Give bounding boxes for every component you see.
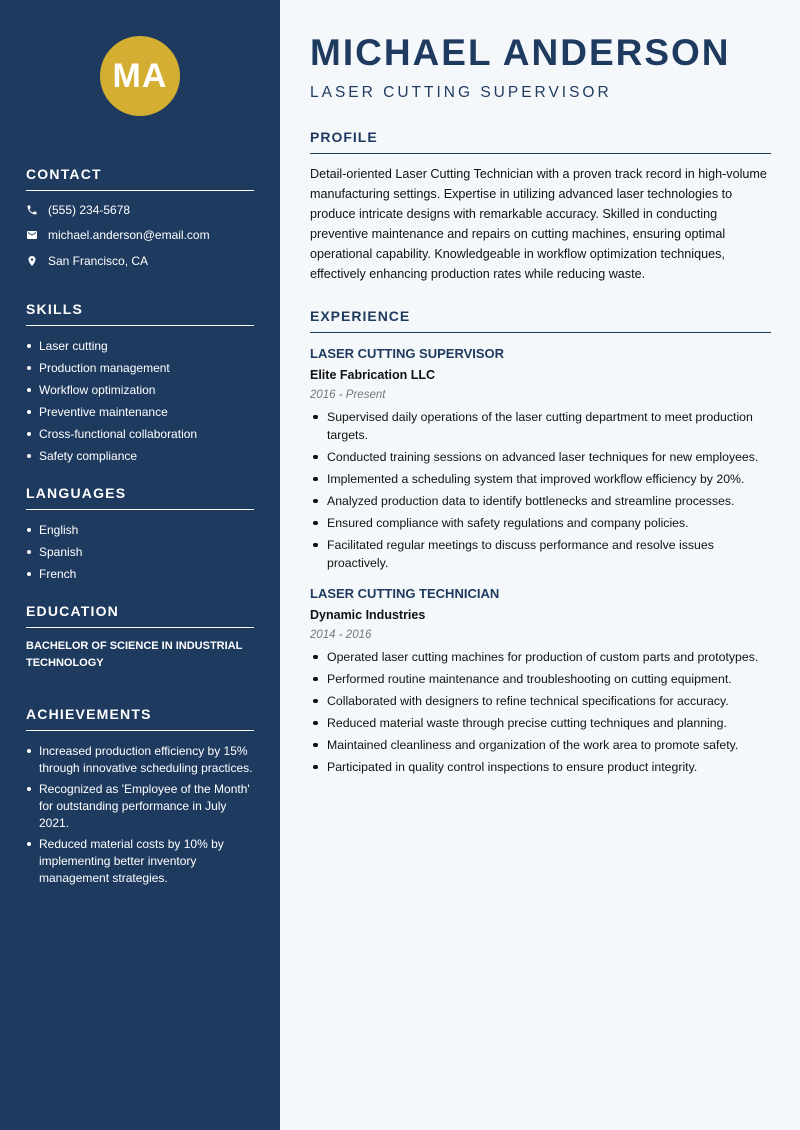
job-company: Elite Fabrication LLC bbox=[310, 367, 436, 382]
location-pin-icon bbox=[26, 255, 48, 267]
profile-text: Detail-oriented Laser Cutting Technician with a proven track record in high-volume manufacturing settings. Expertise in utilizing advanced laser technologies to produce intricate designs with remarkable accuracy. Skilled in conducting preventive maintenance and repairs on cutting machines, ensuring optimal operational capability. Knowledgeable in workflow optimization techniques, effectively enhancing production rates while reducing waste. bbox=[310, 167, 767, 282]
achievements-list bbox=[26, 743, 254, 887]
mail-icon bbox=[26, 229, 48, 241]
candidate-name: MICHAEL ANDERSON bbox=[310, 32, 731, 73]
contact-location bbox=[26, 248, 254, 274]
job-entry bbox=[310, 586, 771, 776]
phone-icon bbox=[26, 204, 48, 216]
skill-item: Workflow optimization bbox=[26, 382, 254, 399]
languages-list bbox=[26, 522, 254, 583]
candidate-title: LASER CUTTING SUPERVISOR bbox=[310, 84, 612, 101]
skills-heading: SKILLS bbox=[26, 301, 254, 326]
language-item: Spanish bbox=[26, 544, 254, 561]
contact-heading: CONTACT bbox=[26, 166, 254, 191]
achievement-item: Recognized as 'Employee of the Month' for outstanding performance in July 2021. bbox=[26, 781, 254, 832]
experience-heading: EXPERIENCE bbox=[310, 308, 771, 333]
sidebar bbox=[0, 0, 280, 1130]
contact-phone bbox=[26, 197, 254, 223]
job-bullet: Facilitated regular meetings to discuss performance and resolve issues proactively. bbox=[310, 536, 771, 572]
profile-section bbox=[310, 129, 771, 285]
job-bullet: Operated laser cutting machines for production of custom parts and prototypes. bbox=[310, 648, 771, 666]
profile-heading: PROFILE bbox=[310, 129, 771, 154]
job-bullet: Performed routine maintenance and troubleshooting on cutting equipment. bbox=[310, 670, 771, 688]
skill-item: Safety compliance bbox=[26, 448, 254, 465]
job-bullet: Ensured compliance with safety regulations and company policies. bbox=[310, 514, 771, 532]
language-item: English bbox=[26, 522, 254, 539]
education-heading: EDUCATION bbox=[26, 603, 254, 628]
achievement-item: Increased production efficiency by 15% through innovative scheduling practices. bbox=[26, 743, 254, 777]
language-item: French bbox=[26, 566, 254, 583]
education-degree: BACHELOR OF SCIENCE IN INDUSTRIAL TECHNOLOGY bbox=[26, 639, 243, 669]
languages-section bbox=[26, 485, 254, 583]
job-bullet: Maintained cleanliness and organization of the work area to promote safety. bbox=[310, 736, 771, 754]
skill-item: Laser cutting bbox=[26, 338, 254, 355]
skill-item: Production management bbox=[26, 360, 254, 377]
languages-heading: LANGUAGES bbox=[26, 485, 254, 510]
job-title: LASER CUTTING TECHNICIAN bbox=[310, 585, 500, 601]
job-bullet: Participated in quality control inspections to ensure product integrity. bbox=[310, 758, 771, 776]
job-bullet: Collaborated with designers to refine technical specifications for accuracy. bbox=[310, 692, 771, 710]
skill-item: Cross-functional collaboration bbox=[26, 426, 254, 443]
job-dates: 2014 - 2016 bbox=[310, 628, 372, 641]
job-bullet: Conducted training sessions on advanced laser techniques for new employees. bbox=[310, 448, 771, 466]
job-company: Dynamic Industries bbox=[310, 607, 426, 622]
skill-item: Preventive maintenance bbox=[26, 404, 254, 421]
contact-email bbox=[26, 223, 254, 249]
job-bullet: Supervised daily operations of the laser cutting department to meet production targets. bbox=[310, 408, 771, 444]
main-content bbox=[280, 0, 800, 1130]
phone-text: (555) 234-5678 bbox=[48, 202, 131, 217]
skills-list bbox=[26, 338, 254, 465]
job-bullet: Implemented a scheduling system that improved workflow efficiency by 20%. bbox=[310, 470, 771, 488]
avatar: MA bbox=[100, 36, 180, 116]
job-bullet: Analyzed production data to identify bottlenecks and streamline processes. bbox=[310, 492, 771, 510]
job-bullets bbox=[310, 648, 771, 776]
achievement-item: Reduced material costs by 10% by implementing better inventory management strategies. bbox=[26, 836, 254, 887]
experience-section bbox=[310, 308, 771, 776]
job-entry bbox=[310, 346, 771, 572]
skills-section bbox=[26, 301, 254, 465]
email-text: michael.anderson@email.com bbox=[48, 228, 210, 243]
achievements-heading: ACHIEVEMENTS bbox=[26, 706, 254, 731]
contact-section bbox=[26, 166, 254, 274]
location-text: San Francisco, CA bbox=[48, 253, 149, 268]
job-dates: 2016 - Present bbox=[310, 388, 386, 401]
job-bullet: Reduced material waste through precise cutting techniques and planning. bbox=[310, 714, 771, 732]
achievements-section bbox=[26, 706, 254, 887]
job-bullets bbox=[310, 408, 771, 572]
education-section bbox=[26, 603, 254, 672]
job-title: LASER CUTTING SUPERVISOR bbox=[310, 345, 505, 361]
